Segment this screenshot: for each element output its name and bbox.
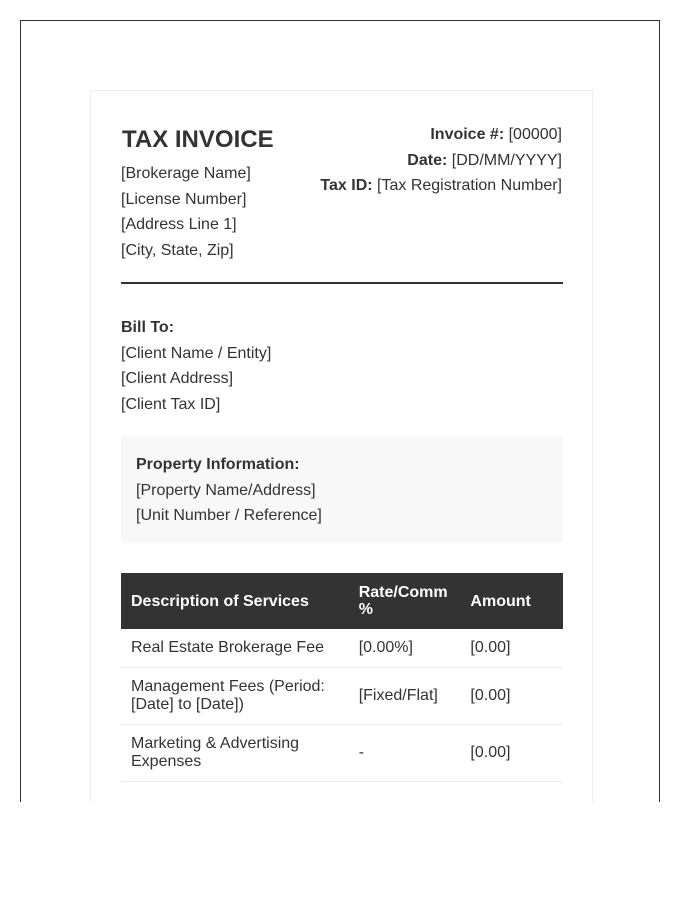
services-table	[121, 573, 563, 782]
invoice-date-value: [DD/MM/YYYY]	[451, 151, 562, 169]
table-row	[121, 725, 563, 782]
row-description: Real Estate Brokerage Fee	[121, 629, 349, 668]
invoice-date-label: Date:	[407, 151, 448, 169]
bill-to-section	[121, 315, 271, 417]
property-heading: Property Information:	[136, 456, 300, 473]
invoice-number-row	[320, 122, 562, 148]
document-frame	[20, 20, 660, 802]
invoice-page	[90, 90, 593, 802]
invoice-title: TAX INVOICE	[122, 126, 274, 153]
property-info-box	[121, 436, 563, 543]
tax-id-row	[320, 173, 562, 199]
table-row	[121, 668, 563, 725]
license-number: [License Number]	[121, 190, 247, 208]
row-rate: [Fixed/Flat]	[349, 668, 461, 725]
table-header-row	[121, 573, 563, 629]
property-address: [Property Name/Address]	[136, 481, 316, 499]
row-rate: -	[349, 725, 461, 782]
address-line-1: [Address Line 1]	[121, 216, 237, 233]
row-description: Management Fees (Period: [Date] to [Date])	[121, 668, 349, 725]
city-state-zip: [City, State, Zip]	[121, 241, 234, 259]
bill-to-heading: Bill To:	[121, 319, 175, 336]
client-name: [Client Name / Entity]	[121, 344, 272, 362]
client-address: [Client Address]	[121, 370, 234, 387]
header-divider	[121, 282, 563, 284]
row-amount: [0.00]	[460, 725, 563, 782]
brokerage-details	[121, 161, 251, 263]
table-row	[121, 629, 563, 668]
client-tax-id: [Client Tax ID]	[121, 395, 221, 413]
invoice-number-value: [00000]	[508, 126, 562, 143]
row-amount: [0.00]	[460, 668, 563, 725]
header-rate: Rate/Comm %	[349, 573, 461, 629]
tax-id-value: [Tax Registration Number]	[377, 177, 562, 194]
invoice-date-row	[320, 148, 562, 174]
row-amount: [0.00]	[460, 629, 563, 668]
brokerage-name: [Brokerage Name]	[121, 165, 251, 182]
row-rate: [0.00%]	[349, 629, 461, 668]
unit-reference: [Unit Number / Reference]	[136, 507, 322, 524]
invoice-meta	[320, 122, 562, 199]
invoice-number-label: Invoice #:	[430, 126, 505, 143]
tax-id-label: Tax ID:	[320, 177, 373, 194]
row-description: Marketing & Advertising Expenses	[121, 725, 349, 782]
header-amount: Amount	[460, 573, 563, 629]
header-description: Description of Services	[121, 573, 349, 629]
